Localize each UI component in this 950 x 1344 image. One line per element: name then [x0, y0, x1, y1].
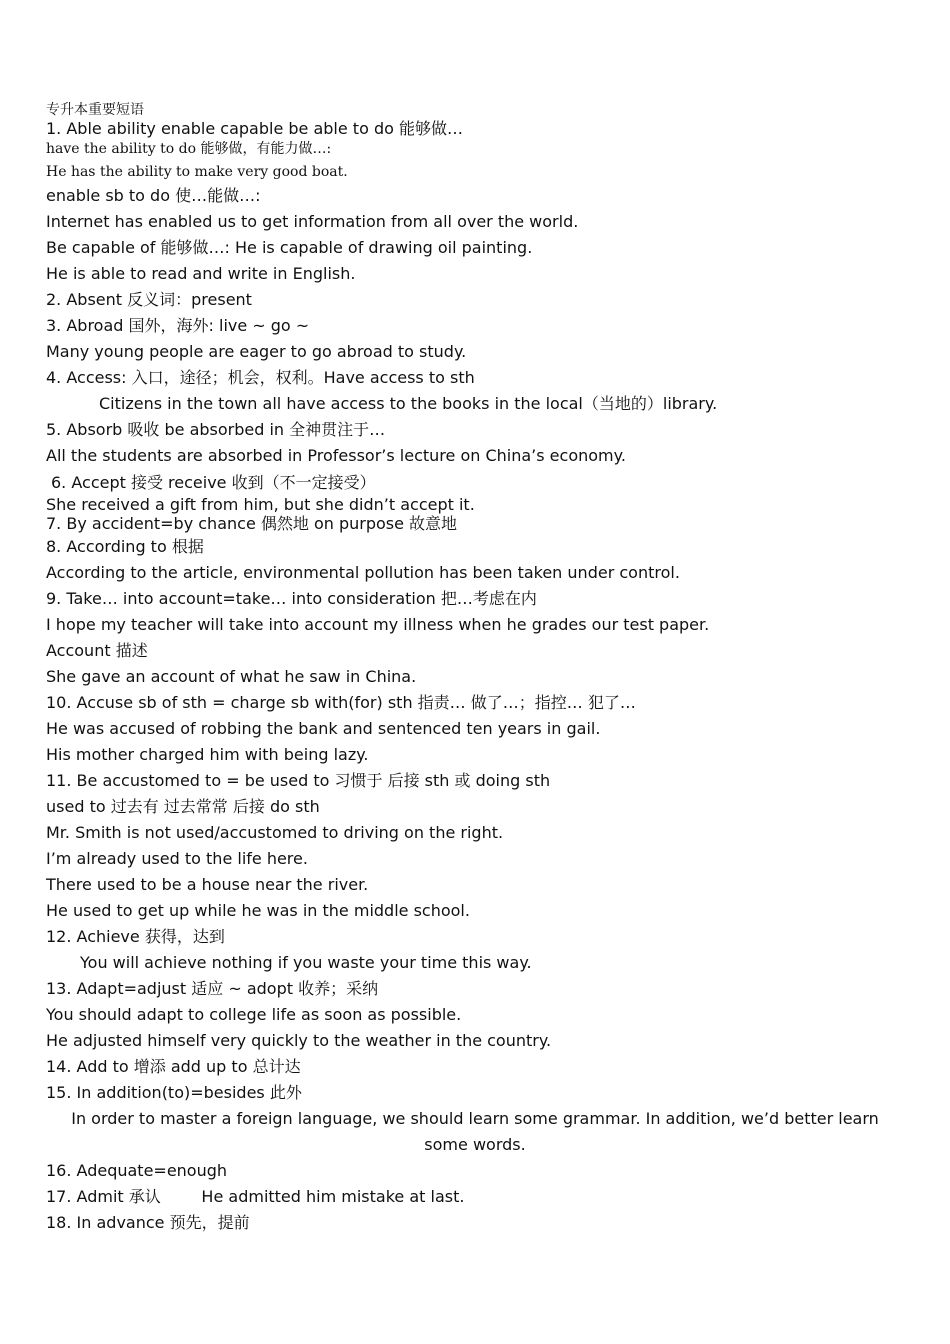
text-line: She received a gift from him, but she didn’t accept it. [46, 495, 475, 514]
text-line: 2. Absent 反义词：present [46, 290, 252, 309]
text-line: He has the ability to make very good boat. [46, 164, 348, 180]
text-line: Many young people are eager to go abroad to study. [46, 342, 467, 361]
text-line: 8. According to 根据 [46, 537, 204, 556]
text-line: 10. Accuse sb of sth = charge sb with(for) sth 指责… 做了…；指控… 犯了… [46, 693, 636, 712]
text-line: She gave an account of what he saw in China. [46, 667, 417, 686]
text-line: Internet has enabled us to get information from all over the world. [46, 212, 579, 231]
text-line: Citizens in the town all have access to the books in the local（当地的）library. [99, 394, 718, 413]
document-title: 专升本重要短语 [46, 102, 144, 118]
text-line: 3. Abroad 国外，海外: live ~ go ~ [46, 316, 310, 335]
text-line: You will achieve nothing if you waste your time this way. [80, 953, 532, 972]
text-line: 14. Add to 增添 add up to 总计达 [46, 1057, 301, 1076]
text-line: He was accused of robbing the bank and sentenced ten years in gail. [46, 719, 601, 738]
text-line: 18. In advance 预先，提前 [46, 1213, 250, 1232]
text-line: some words. [424, 1135, 526, 1154]
text-line: used to 过去有 过去常常 后接 do sth [46, 797, 320, 816]
text-line: 16. Adequate=enough [46, 1161, 228, 1180]
text-line: He used to get up while he was in the middle school. [46, 901, 470, 920]
text-line: Be capable of 能够做…: He is capable of drawing oil painting. [46, 238, 533, 257]
text-line: Mr. Smith is not used/accustomed to driving on the right. [46, 823, 504, 842]
text-line: 6. Accept 接受 receive 收到（不一定接受） [51, 473, 376, 492]
text-line: 15. In addition(to)=besides 此外 [46, 1083, 302, 1102]
text-line: 1. Able ability enable capable be able to do 能够做… [46, 119, 463, 138]
text-line: enable sb to do 使…能做…: [46, 186, 261, 205]
text-line: 11. Be accustomed to = be used to 习惯于 后接 sth 或 doing sth [46, 771, 551, 790]
text-line: I hope my teacher will take into account my illness when he grades our test paper. [46, 615, 710, 634]
text-line: You should adapt to college life as soon as possible. [46, 1005, 462, 1024]
text-line: According to the article, environmental pollution has been taken under control. [46, 563, 680, 582]
text-line: Account 描述 [46, 641, 148, 660]
text-line: 4. Access: 入口，途径；机会，权利。Have access to sth [46, 368, 475, 387]
text-line: 9. Take… into account=take… into consideration 把…考虑在内 [46, 589, 537, 608]
text-line: 17. Admit 承认 He admitted him mistake at last. [46, 1187, 465, 1206]
text-line: His mother charged him with being lazy. [46, 745, 369, 764]
text-line: All the students are absorbed in Professor’s lecture on China’s economy. [46, 446, 626, 465]
text-line: 12. Achieve 获得，达到 [46, 927, 225, 946]
text-line: In order to master a foreign language, we should learn some grammar. In addition, we’d better learn [71, 1109, 879, 1128]
text-line: He adjusted himself very quickly to the weather in the country. [46, 1031, 552, 1050]
text-line: I’m already used to the life here. [46, 849, 308, 868]
text-line: 5. Absorb 吸收 be absorbed in 全神贯注于… [46, 420, 386, 439]
text-line: 13. Adapt=adjust 适应 ~ adopt 收养；采纳 [46, 979, 379, 998]
text-line: have the ability to do 能够做，有能力做…: [46, 141, 332, 157]
text-line: There used to be a house near the river. [46, 875, 369, 894]
text-line: 7. By accident=by chance 偶然地 on purpose 故意地 [46, 514, 458, 533]
text-line: He is able to read and write in English. [46, 264, 356, 283]
